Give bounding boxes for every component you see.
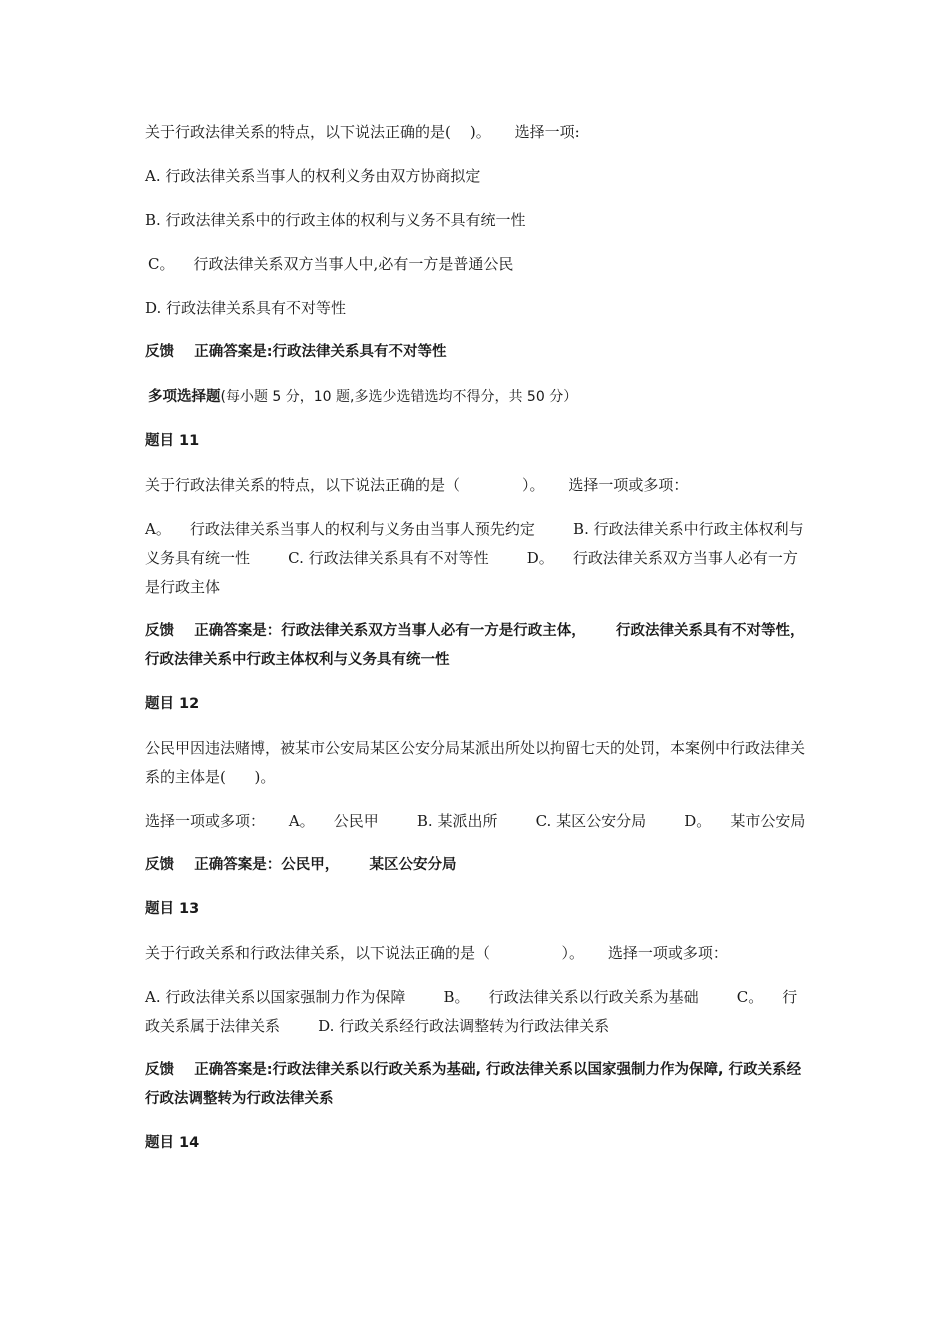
q10-option-d: D. 行政法律关系具有不对等性: [145, 299, 347, 317]
section-title: 多项选择题: [148, 389, 221, 405]
section-description: (每小题 5 分，10 题,多选少选错选均不得分，共 50 分）: [220, 389, 578, 405]
q10-stem: 关于行政法律关系的特点，以下说法正确的是( )。 选择一项:: [145, 123, 580, 141]
q11-stem: 关于行政法律关系的特点，以下说法正确的是（ ）。 选择一项或多项：: [145, 476, 689, 494]
q11-label: 题目 11: [145, 433, 200, 449]
q12-options: 选择一项或多项： A。 公民甲 B. 某派出所 C. 某区公安分局 D。 某市公安局: [145, 812, 806, 830]
q11-options: A。 行政法律关系当事人的权利与义务由当事人预先约定 B. 行政法律关系中行政主体权利与义务具有统一性 C. 行政法律关系具有不对等性 D。 行政法律关系双方当事人必有一方是行政主体: [145, 520, 804, 596]
q11-feedback: 反馈 正确答案是：行政法律关系双方当事人必有一方是行政主体， 行政法律关系具有不对等性， 行政法律关系中行政主体权利与义务具有统一性: [145, 623, 835, 668]
q12-label: 题目 12: [145, 696, 200, 712]
section-header: [145, 382, 807, 412]
q13-options: A. 行政法律关系以国家强制力作为保障 B。 行政法律关系以行政关系为基础 C。 行政关系属于法律关系 D. 行政关系经行政法调整转为行政法律关系: [145, 988, 798, 1035]
q14-label: 题目 14: [145, 1135, 200, 1151]
q10-option-b: B. 行政法律关系中的行政主体的权利与义务不具有统一性: [145, 211, 526, 229]
q12-feedback: 反馈 正确答案是：公民甲， 某区公安分局: [145, 857, 457, 873]
q10-option-a: A. 行政法律关系当事人的权利义务由双方协商拟定: [145, 167, 481, 185]
q13-feedback: 反馈 正确答案是:行政法律关系以行政关系为基础, 行政法律关系以国家强制力作为保障, 行政关系经行政法调整转为行政法律关系: [145, 1062, 802, 1107]
q13-stem: 关于行政关系和行政法律关系，以下说法正确的是（ ）。 选择一项或多项：: [145, 944, 728, 962]
q10-feedback: 反馈 正确答案是:行政法律关系具有不对等性: [145, 344, 447, 360]
document-page: [145, 118, 835, 1173]
q10-option-c: C。 行政法律关系双方当事人中,必有一方是普通公民: [148, 255, 514, 273]
q13-label: 题目 13: [145, 901, 200, 917]
q12-stem: 公民甲因违法赌博，被某市公安局某区公安分局某派出所处以拘留七天的处罚，本案例中行政法律关系的主体是( )。: [145, 739, 806, 786]
